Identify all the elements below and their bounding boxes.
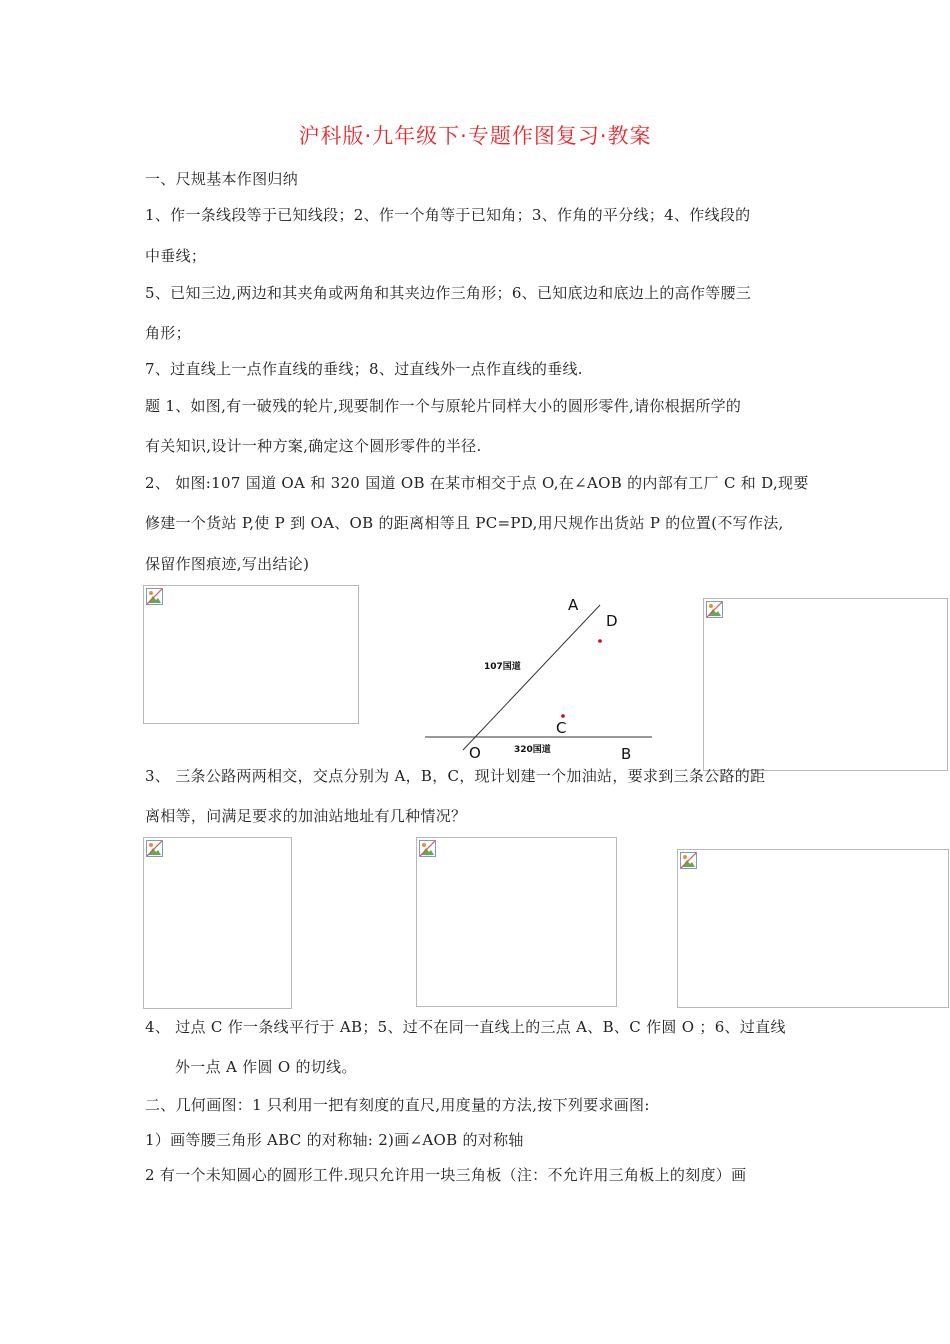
text-line: 离相等，问满足要求的加油站地址有几种情况？ [145,807,467,825]
text-line: 7、过直线上一点作直线的垂线；8、过直线外一点作直线的垂线. [145,360,583,378]
label-a: A [568,596,579,614]
broken-image-placeholder [703,598,948,771]
point-c [561,714,565,718]
text-line: 角形； [145,324,191,342]
broken-image-icon [146,840,163,857]
label-o: O [469,744,481,762]
broken-image-icon [706,601,723,618]
text-line: 5、已知三边,两边和其夹角或两角和其夹边作三角形；6、已知底边和底边上的高作等腰三 [145,284,752,302]
text-line: 外一点 A 作圆 O 的切线。 [175,1058,357,1076]
point-d [598,639,602,643]
text-line: 1）画等腰三角形 ABC 的对称轴: 2)画∠AOB 的对称轴 [145,1131,524,1149]
page-title: 沪科版·九年级下·专题作图复习·教案 [298,124,652,148]
text-line: 1、作一条线段等于已知线段；2、作一个角等于已知角；3、作角的平分线；4、作线段的 [145,206,751,224]
label-b: B [621,745,632,763]
text-line: 2 有一个未知圆心的圆形工件.现只允许用一块三角板（注：不允许用三角板上的刻度）画 [145,1166,747,1184]
section-heading-2: 二、几何画图：1 只利用一把有刻度的直尺,用度量的方法,按下列要求画图: [145,1096,650,1114]
section-heading-1: 一、尺规基本作图归纳 [145,170,299,188]
broken-image-placeholder [143,837,292,1009]
question-1: 题 1、如图,有一破残的轮片,现要制作一个与原轮片同样大小的圆形零件,请你根据所学的 [145,397,742,415]
text-line: 中垂线； [145,247,207,265]
question-2: 2、 如图:107 国道 OA 和 320 国道 OB 在某市相交于点 O,在∠AOB 的内部有工厂 C 和 D,现要 [145,474,809,492]
road-diagram [420,590,660,770]
broken-image-icon [146,588,163,605]
label-d: D [606,612,618,630]
text-line: 保留作图痕迹,写出结论) [145,555,310,573]
road-oa-label: 107国道 [484,662,521,672]
text-line: 有关知识,设计一种方案,确定这个圆形零件的半径. [145,437,482,455]
broken-image-icon [419,840,436,857]
broken-image-placeholder [416,837,617,1007]
label-c: C [556,719,567,737]
text-line: 修建一个货站 P,使 P 到 OA、OB 的距离相等且 PC=PD,用尺规作出货站 P 的位置(不写作法, [145,514,784,532]
broken-image-placeholder [143,585,359,724]
road-ob-label: 320国道 [514,745,551,755]
broken-image-placeholder [677,849,949,1008]
road-oa-line [463,605,600,750]
broken-image-icon [680,852,697,869]
question-3: 3、 三条公路两两相交，交点分别为 A，B，C，现计划建一个加油站，要求到三条公路的距 [145,767,766,785]
question-4: 4、 过点 C 作一条线平行于 AB；5、过不在同一直线上的三点 A、B、C 作圆 O ；6、过直线 [145,1018,786,1036]
